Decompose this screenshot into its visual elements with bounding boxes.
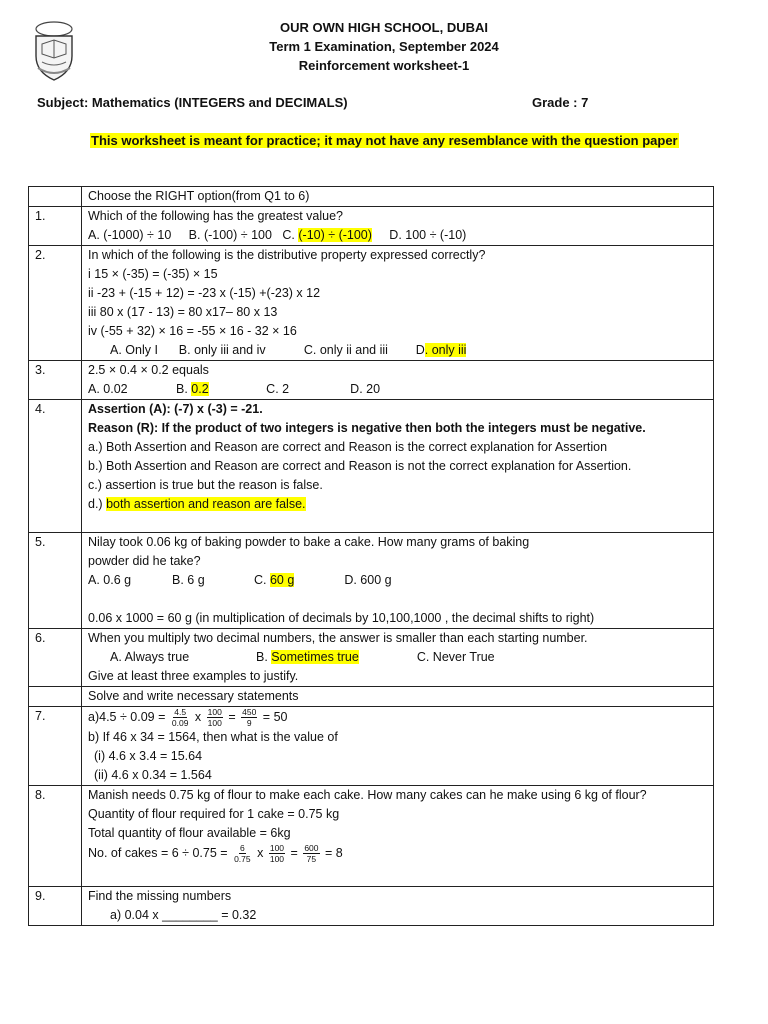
option-d-answer: . only iii	[424, 343, 467, 357]
option-b-prefix: B.	[176, 382, 188, 396]
option-b: B. only iii and iv	[178, 343, 266, 357]
option-b-answer: Sometimes true	[271, 650, 359, 664]
fraction: $\frac{450}{9}$	[242, 707, 257, 728]
option-c: C. only ii and iii	[303, 343, 388, 357]
grade-label: Grade : 7	[532, 95, 589, 110]
question-2	[82, 246, 714, 361]
option-d-row	[88, 495, 713, 514]
section-header-row	[29, 187, 714, 207]
option-b: B. 6 g	[172, 573, 205, 587]
part-b-i: (i) 4.6 x 3.4 = 15.64	[94, 749, 203, 763]
part-b-ii: (ii) 4.6 x 0.34 = 1.564	[94, 768, 212, 782]
question-text: 2.5 × 0.4 × 0.2 equals	[88, 363, 209, 377]
question-7	[82, 707, 714, 786]
option-d-answer: both assertion and reason are false.	[106, 497, 306, 511]
assertion: Assertion (A): (-7) x (-3) = -21.	[88, 402, 263, 416]
question-text: Find the missing numbers	[88, 889, 232, 903]
statement-iii: iii 80 x (17 - 13) = 80 x17– 80 x 13	[88, 305, 278, 319]
solution-line3: No. of cakes = 6 ÷ 0.75 = $\frac{6}{0.75}$ x $\frac{100}{100}$ = $\frac{600}{75}$ = 8	[88, 843, 343, 864]
option-c-prefix: C.	[254, 573, 267, 587]
option-c-prefix: C.	[282, 228, 295, 242]
option-a: A. Only I	[110, 343, 158, 357]
question-row-7	[29, 707, 714, 786]
section1-title: Choose the RIGHT option(from Q1 to 6)	[82, 187, 714, 207]
part-a-solution: a)4.5 ÷ 0.09 = $\frac{4.5}{0.09}$ x $\frac{100}{100}$ = $\frac{450}{9}$ = 50	[88, 707, 288, 728]
question-number: 5.	[29, 533, 82, 629]
option-b-answer: 0.2	[191, 382, 209, 396]
option-b-prefix: B.	[256, 650, 268, 664]
practice-notice: This worksheet is meant for practice; it may not have any resemblance with the question paper	[91, 133, 678, 148]
question-row-5	[29, 533, 714, 629]
section2-title: Solve and write necessary statements	[82, 687, 714, 707]
question-number: 9.	[29, 887, 82, 926]
fraction: $\frac{6}{0.75}$	[234, 843, 251, 864]
options-row	[88, 341, 713, 360]
option-d-prefix: d.)	[88, 497, 103, 511]
option-c: C. Never True	[416, 650, 495, 664]
question-5	[82, 533, 714, 629]
question-text-line2: powder did he take?	[88, 554, 201, 568]
part-b-question: b) If 46 x 34 = 1564, then what is the value of	[88, 730, 338, 744]
statement-iv: iv (-55 + 32) × 16 = -55 × 16 - 32 × 16	[88, 324, 297, 338]
option-d: D. 20	[350, 382, 381, 396]
option-c: C. 2	[266, 382, 290, 396]
question-row-3	[29, 361, 714, 400]
options-row	[88, 648, 713, 667]
option-c-answer: (-10) ÷ (-100)	[298, 228, 372, 242]
question-number: 7.	[29, 707, 82, 786]
options-row	[88, 226, 713, 245]
question-row-8	[29, 786, 714, 887]
fraction: $\frac{4.5}{0.09}$	[171, 707, 189, 728]
option-d-prefix: D	[415, 343, 425, 357]
option-c: c.) assertion is true but the reason is false.	[88, 478, 323, 492]
question-number: 8.	[29, 786, 82, 887]
fraction: $\frac{100}{100}$	[269, 843, 285, 864]
options-row	[88, 380, 713, 399]
option-a: a.) Both Assertion and Reason are correct and Reason is the correct explanation for Assertion	[88, 440, 608, 454]
question-number: 1.	[29, 207, 82, 246]
question-number: 6.	[29, 629, 82, 687]
question-text: In which of the following is the distributive property expressed correctly?	[88, 248, 486, 262]
option-d: D. 100 ÷ (-10)	[389, 228, 467, 242]
fraction: $\frac{600}{75}$	[304, 843, 319, 864]
worksheet-title: Reinforcement worksheet-1	[298, 58, 470, 73]
question-text-line1: Nilay took 0.06 kg of baking powder to bake a cake. How many grams of baking	[88, 535, 530, 549]
statement-ii: ii -23 + (-15 + 12) = -23 x (-15) +(-23) x 12	[88, 286, 321, 300]
question-6	[82, 629, 714, 687]
exam-term: Term 1 Examination, September 2024	[269, 39, 499, 54]
question-number: 3.	[29, 361, 82, 400]
solution-note: 0.06 x 1000 = 60 g (in multiplication of decimals by 10,100,1000 , the decimal shifts to right)	[88, 611, 595, 625]
question-4	[82, 400, 714, 533]
question-text: Manish needs 0.75 kg of flour to make each cake. How many cakes can he make using 6 kg of flour?	[88, 788, 647, 802]
question-row-4	[29, 400, 714, 533]
option-a: A. 0.02	[88, 382, 128, 396]
question-row-6	[29, 629, 714, 687]
question-8	[82, 786, 714, 887]
options-row	[88, 571, 713, 590]
question-9	[82, 887, 714, 926]
option-a: A. Always true	[110, 650, 190, 664]
question-row-1	[29, 207, 714, 246]
questions-table	[28, 186, 714, 926]
option-c-answer: 60 g	[269, 573, 295, 587]
question-3	[82, 361, 714, 400]
option-b: B. (-100) ÷ 100	[188, 228, 272, 242]
fraction: $\frac{100}{100}$	[207, 707, 222, 728]
question-text: Which of the following has the greatest value?	[88, 209, 344, 223]
question-number: 2.	[29, 246, 82, 361]
school-name: OUR OWN HIGH SCHOOL, DUBAI	[280, 20, 488, 35]
option-d: D. 600 g	[344, 573, 392, 587]
solution-line1: Quantity of flour required for 1 cake = 0.75 kg	[88, 807, 340, 821]
subject-label: Subject: Mathematics (INTEGERS and DECIMALS)	[37, 95, 348, 110]
question-row-9	[29, 887, 714, 926]
reason: Reason (R): If the product of two integers is negative then both the integers must be negative.	[88, 421, 646, 435]
option-a: A. (-1000) ÷ 10	[88, 228, 172, 242]
statement-i: i 15 × (-35) = (-35) × 15	[88, 267, 218, 281]
justify-instruction: Give at least three examples to justify.	[88, 669, 299, 683]
option-a: A. 0.6 g	[88, 573, 132, 587]
part-a: a) 0.04 x ________ = 0.32	[110, 908, 257, 922]
solution-line2: Total quantity of flour available = 6kg	[88, 826, 291, 840]
option-b: b.) Both Assertion and Reason are correct and Reason is not the correct explanation for Assertion.	[88, 459, 632, 473]
question-row-2	[29, 246, 714, 361]
question-text: When you multiply two decimal numbers, the answer is smaller than each starting number.	[88, 631, 588, 645]
question-number: 4.	[29, 400, 82, 533]
section-header-row	[29, 687, 714, 707]
question-1	[82, 207, 714, 246]
